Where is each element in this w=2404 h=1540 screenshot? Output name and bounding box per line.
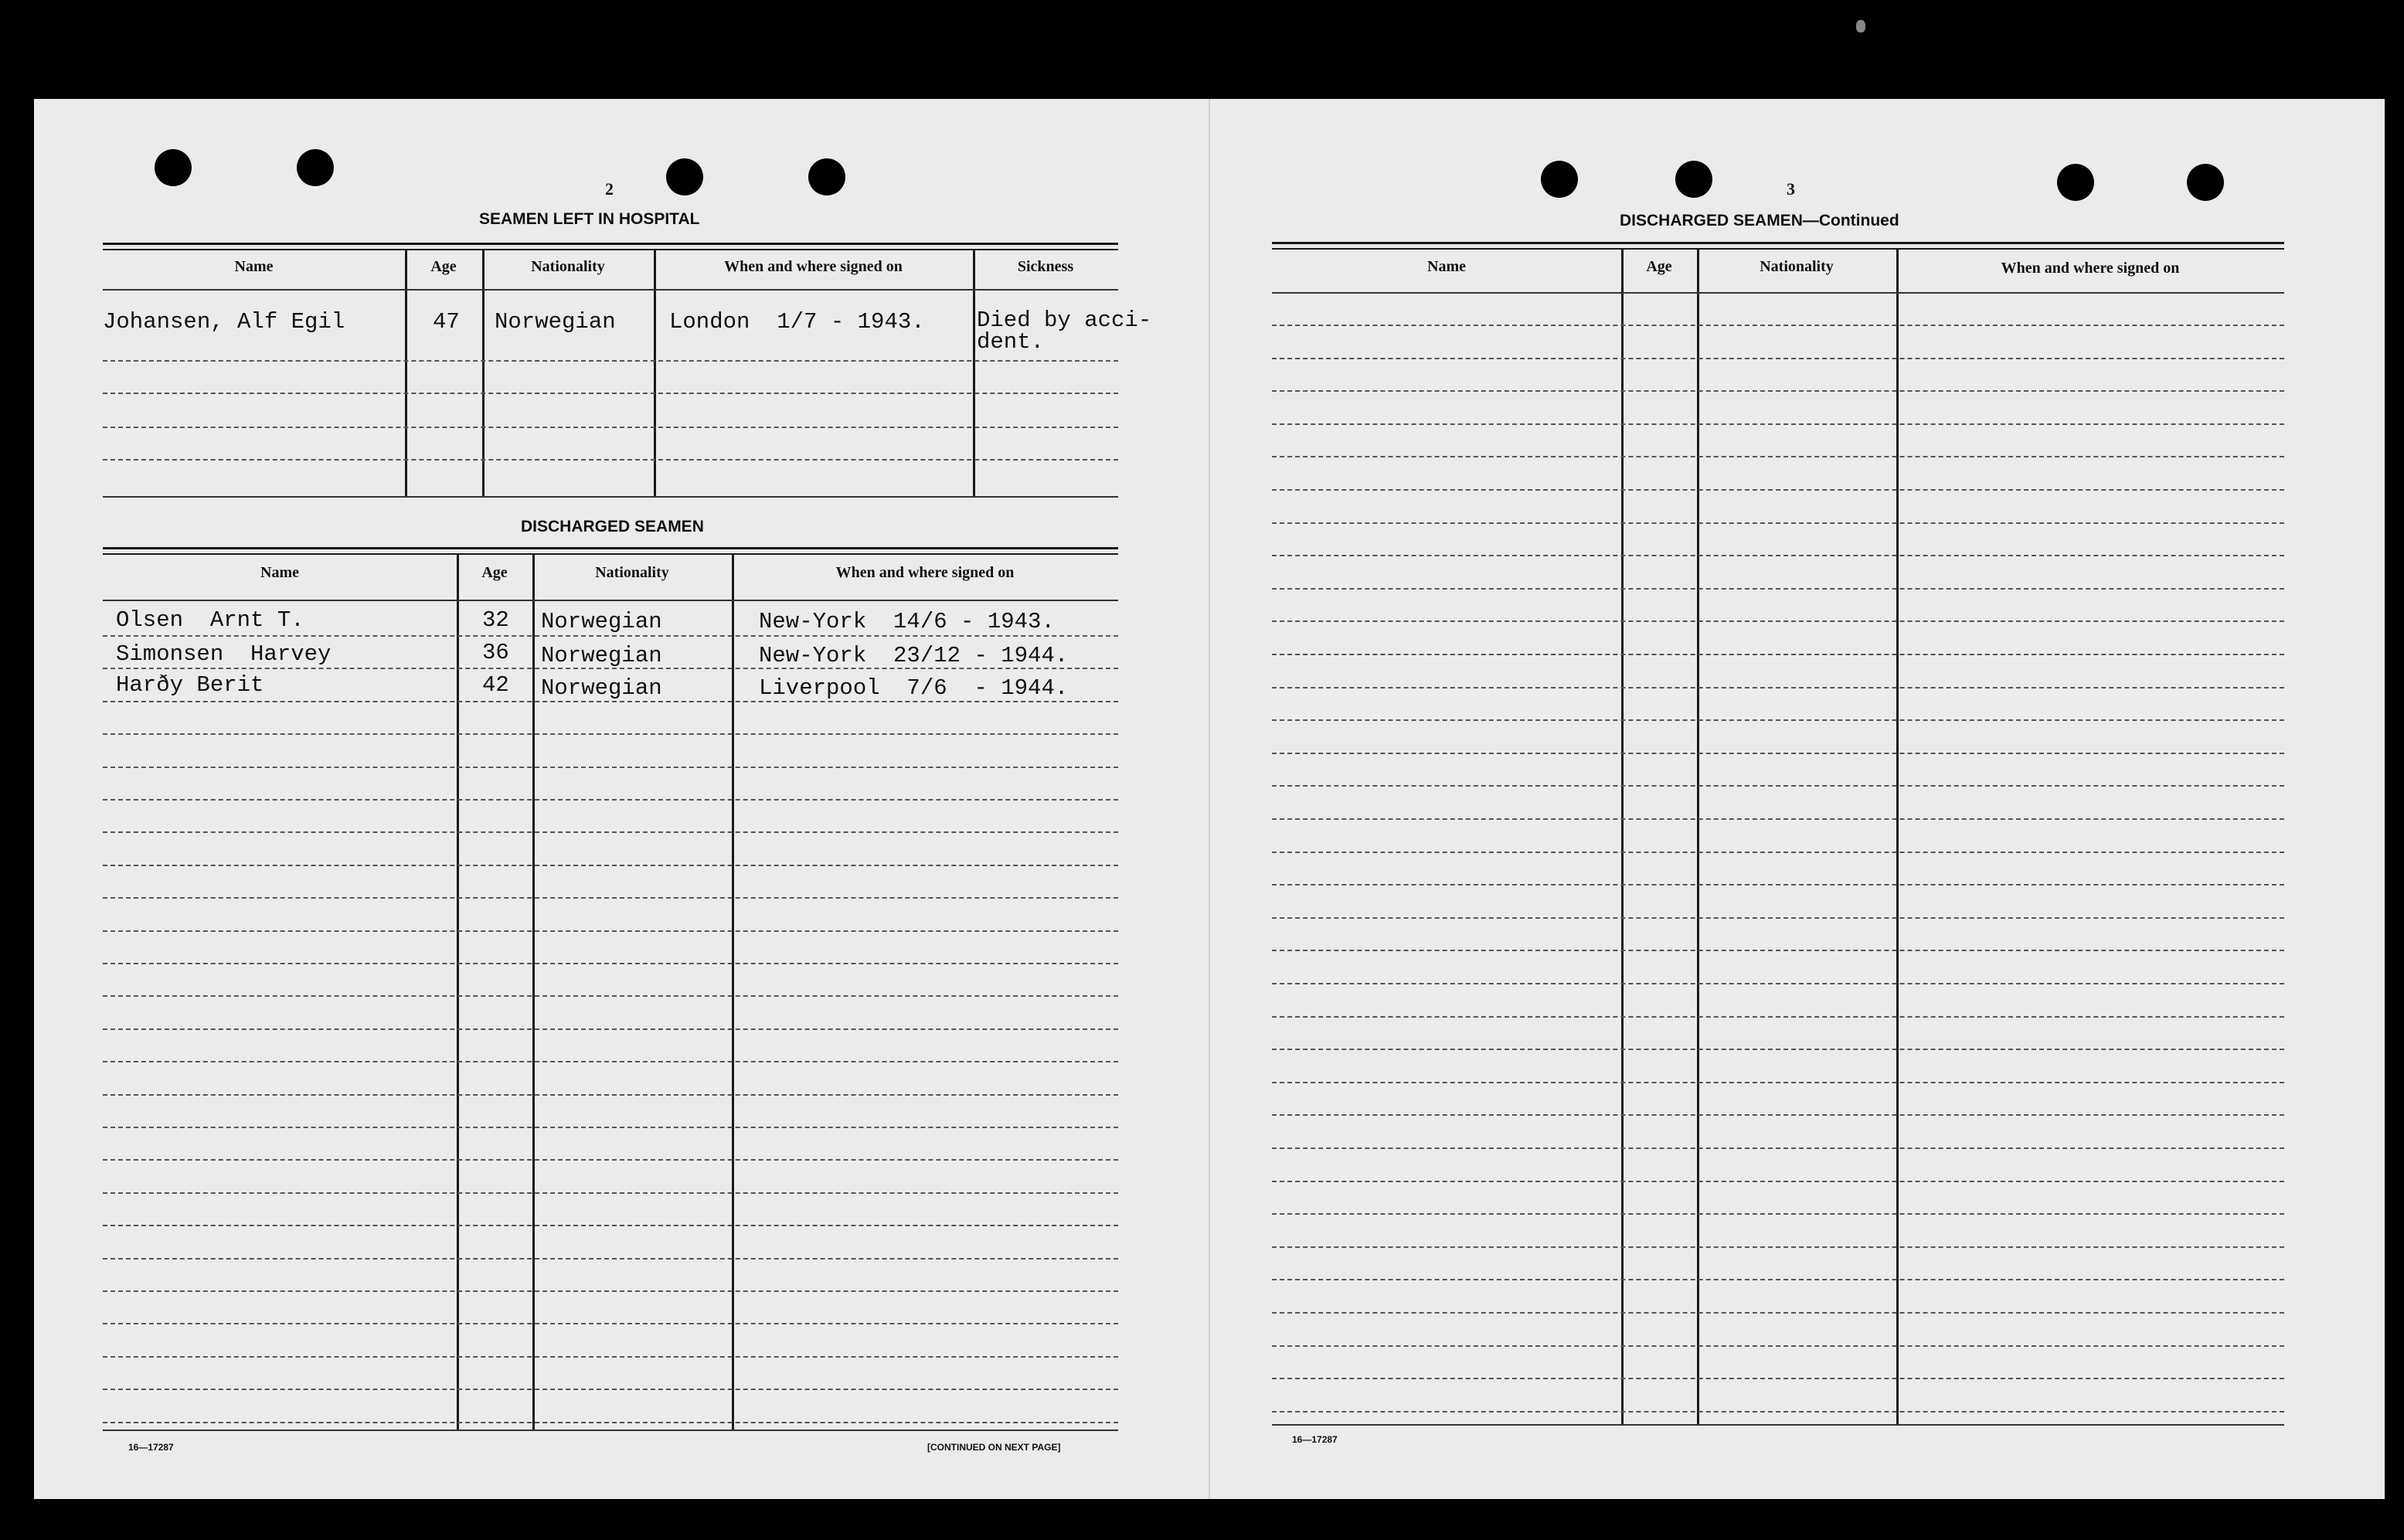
row-line	[1272, 1411, 2284, 1413]
row-line	[103, 733, 1118, 735]
row-line	[103, 1356, 1118, 1358]
title-continued: —Continued	[1802, 212, 1899, 229]
punch-hole	[297, 149, 334, 186]
row-line	[103, 427, 1118, 428]
col-header-age: Age	[1646, 258, 1672, 275]
row-line	[103, 1389, 1118, 1390]
row-line	[1272, 1345, 2284, 1347]
hospital-sickness: dent.	[977, 329, 1045, 355]
col-header-signed-on: When and where signed on	[2001, 260, 2180, 277]
table-top-rule	[103, 243, 1118, 245]
col-header-age: Age	[430, 258, 457, 275]
hospital-section-title: SEAMEN LEFT IN HOSPITAL	[479, 210, 700, 228]
row-line	[1272, 1213, 2284, 1215]
row-line	[103, 897, 1118, 899]
discharged-name: Harðy Berit	[116, 672, 264, 698]
row-line	[103, 799, 1118, 801]
row-line	[103, 1094, 1118, 1096]
discharged-age: 32	[482, 607, 509, 633]
col-header-nationality: Nationality	[1760, 258, 1834, 275]
row-line	[1272, 785, 2284, 787]
row-line	[103, 865, 1118, 866]
col-header-name: Name	[1427, 258, 1466, 275]
discharged-nationality: Norwegian	[541, 675, 662, 701]
row-line	[103, 1422, 1118, 1423]
row-line	[1272, 325, 2284, 326]
row-line	[1272, 719, 2284, 721]
page-number: 2	[605, 179, 614, 199]
discharged-signed-on: New-York 14/6 - 1943.	[759, 609, 1055, 634]
table-top-rule	[103, 553, 1118, 555]
row-line	[103, 1225, 1118, 1226]
row-line	[103, 1258, 1118, 1260]
table-top-rule	[1272, 248, 2284, 250]
row-line	[1272, 1147, 2284, 1149]
row-line	[1272, 358, 2284, 359]
table-bottom-rule	[103, 496, 1118, 498]
punch-hole	[808, 158, 845, 195]
row-line	[1272, 1181, 2284, 1182]
col-header-sickness: Sickness	[1017, 258, 1074, 275]
hospital-sickness: Died by acci-	[977, 308, 1152, 333]
row-line	[1272, 1312, 2284, 1314]
row-line	[103, 963, 1118, 964]
column-divider	[732, 553, 734, 1430]
punch-hole	[2187, 164, 2224, 201]
row-line	[1272, 1016, 2284, 1018]
row-line	[1272, 1082, 2284, 1083]
row-line	[103, 1028, 1118, 1030]
discharged-age: 42	[482, 672, 509, 698]
header-underline	[1272, 292, 2284, 294]
col-header-age: Age	[481, 564, 508, 581]
column-divider	[457, 553, 459, 1430]
row-line	[1272, 950, 2284, 951]
hospital-nationality: Norwegian	[495, 309, 616, 335]
row-line	[103, 1127, 1118, 1128]
punch-hole	[2057, 164, 2094, 201]
row-line	[103, 701, 1118, 702]
hospital-signed-on: London 1/7 - 1943.	[669, 309, 925, 335]
col-header-signed-on: When and where signed on	[835, 564, 1015, 581]
row-line	[1272, 884, 2284, 886]
row-line	[103, 1290, 1118, 1292]
row-line	[1272, 390, 2284, 392]
row-line	[103, 767, 1118, 768]
discharged-section-title: DISCHARGED SEAMEN	[521, 518, 704, 535]
discharged-nationality: Norwegian	[541, 609, 662, 634]
row-line	[1272, 555, 2284, 556]
row-line	[1272, 522, 2284, 524]
row-line	[103, 360, 1118, 362]
row-line	[103, 1192, 1118, 1194]
row-line	[1272, 818, 2284, 820]
col-header-name: Name	[234, 258, 274, 275]
col-header-name: Name	[260, 564, 299, 581]
discharged-nationality: Norwegian	[541, 643, 662, 668]
row-line	[103, 831, 1118, 833]
table-top-rule	[103, 547, 1118, 549]
row-line	[1272, 1279, 2284, 1280]
discharged-name: Olsen Arnt T.	[116, 607, 304, 633]
table-bottom-rule	[1272, 1424, 2284, 1426]
continued-note: [CONTINUED ON NEXT PAGE]	[927, 1442, 1061, 1453]
page-fold	[1209, 99, 1210, 1499]
row-line	[1272, 687, 2284, 688]
row-line	[103, 1159, 1118, 1161]
row-line	[1272, 1114, 2284, 1116]
row-line	[1272, 654, 2284, 655]
hospital-name: Johansen, Alf Egil	[103, 309, 345, 335]
title-bold: DISCHARGED SEAMEN	[1620, 212, 1803, 229]
col-header-nationality: Nationality	[595, 564, 669, 581]
header-underline	[103, 289, 1118, 291]
form-number: 16—17287	[1292, 1434, 1338, 1445]
row-line	[103, 635, 1118, 637]
punch-hole	[155, 149, 192, 186]
discharged-age: 36	[482, 640, 509, 665]
row-line	[1272, 456, 2284, 457]
dust-speck	[1856, 20, 1865, 32]
row-line	[1272, 588, 2284, 590]
row-line	[1272, 917, 2284, 919]
row-line	[103, 393, 1118, 394]
table-top-rule	[103, 249, 1118, 250]
discharged-continued-title	[1620, 212, 1899, 230]
discharged-name: Simonsen Harvey	[116, 641, 332, 667]
page-number: 3	[1787, 179, 1795, 199]
row-line	[103, 995, 1118, 997]
row-line	[1272, 423, 2284, 425]
row-line	[1272, 489, 2284, 491]
row-line	[103, 459, 1118, 461]
row-line	[1272, 1378, 2284, 1379]
hospital-age: 47	[433, 309, 460, 335]
row-line	[1272, 1049, 2284, 1050]
row-line	[1272, 1246, 2284, 1248]
col-header-signed-on: When and where signed on	[724, 258, 903, 275]
form-number: 16—17287	[128, 1442, 174, 1453]
table-bottom-rule	[103, 1430, 1118, 1431]
table-top-rule	[1272, 242, 2284, 244]
row-line	[103, 1323, 1118, 1324]
discharged-signed-on: Liverpool 7/6 - 1944.	[759, 675, 1069, 701]
col-header-nationality: Nationality	[531, 258, 605, 275]
punch-hole	[1675, 161, 1712, 198]
row-line	[1272, 620, 2284, 622]
header-underline	[103, 600, 1118, 601]
column-divider	[532, 553, 535, 1430]
punch-hole	[1541, 161, 1578, 198]
row-line	[103, 1061, 1118, 1062]
row-line	[1272, 753, 2284, 754]
punch-hole	[666, 158, 703, 195]
discharged-signed-on: New-York 23/12 - 1944.	[759, 643, 1069, 668]
row-line	[1272, 983, 2284, 984]
row-line	[1272, 852, 2284, 853]
row-line	[103, 930, 1118, 932]
